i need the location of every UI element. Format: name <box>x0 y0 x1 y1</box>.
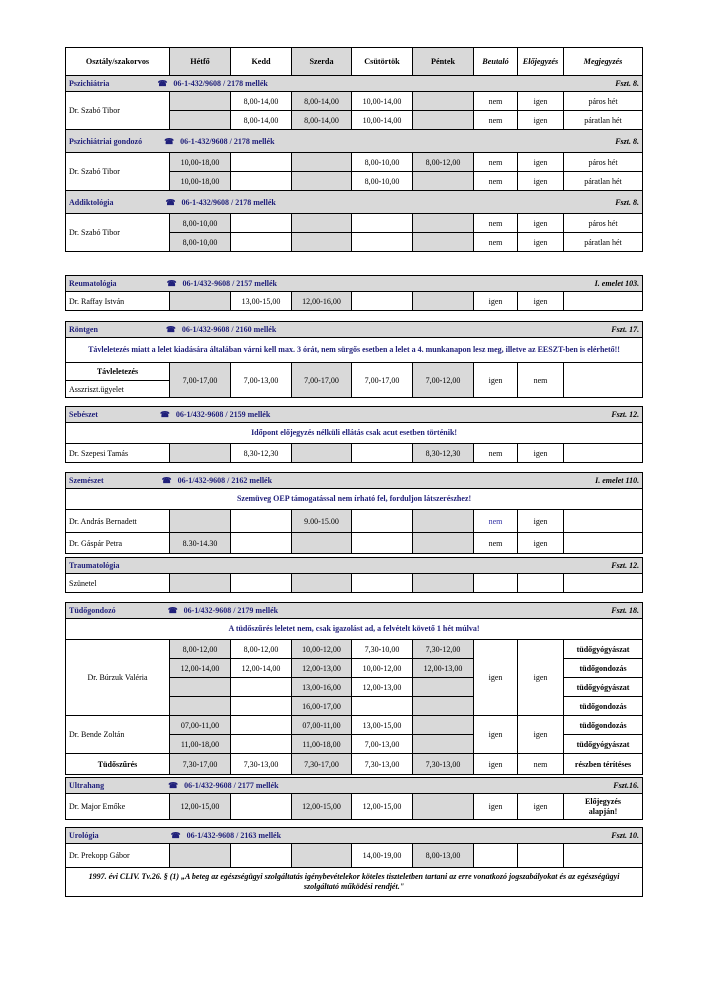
cell: 13,00-16,00 <box>292 678 352 697</box>
location: Fszt. 8. <box>615 79 639 88</box>
cell: 10,00-12,00 <box>292 640 352 659</box>
phone-number: 06-1/432-9608 / 2177 mellék <box>184 781 279 790</box>
cell: 10,00-12,00 <box>352 659 413 678</box>
phone-number: 06-1/432-9608 / 2162 mellék <box>177 476 273 485</box>
cell: igen <box>518 214 564 233</box>
cell <box>474 844 518 868</box>
cell <box>231 214 292 233</box>
cell: páratlan hét <box>564 233 643 252</box>
cell: igen <box>518 444 564 463</box>
cell <box>564 844 643 868</box>
cell: 7,30-10,00 <box>352 640 413 659</box>
section-name: Sebészet <box>69 410 98 419</box>
doctor-name: Dr. Szabó Tibor <box>66 214 170 252</box>
cell <box>170 697 231 716</box>
cell: 11,00-18,00 <box>170 735 231 754</box>
cell: 14,00-19,00 <box>352 844 413 868</box>
phone-icon: ☎ <box>159 410 170 419</box>
doctor-name: Dr. Bende Zoltán <box>66 716 170 754</box>
cell: 8.30-14.30 <box>170 533 231 554</box>
cell <box>292 533 352 554</box>
cell: 7,00-13,00 <box>231 363 292 398</box>
cell <box>413 172 474 191</box>
col-monday: Hétfő <box>170 48 231 76</box>
cell: igen <box>518 794 564 820</box>
cell <box>352 697 413 716</box>
cell: nem <box>474 510 518 533</box>
cell: 12,00-15,00 <box>292 794 352 820</box>
cell: 7,30-13,00 <box>231 754 292 775</box>
cell: igen <box>518 640 564 716</box>
location: I. emelet 110. <box>595 476 640 485</box>
xray-note: Távleletezés miatt a lelet kiadására általában várni kell max. 3 órát, nem sürgős esetben a lelet a 4. munkanapon lesz meg, illetve az EESZT-ben is elérhető!! <box>66 338 643 363</box>
table-rheumatology <box>65 275 643 311</box>
cell <box>352 510 413 533</box>
cell <box>413 510 474 533</box>
phone-number: 06-1/432-9608 / 2157 mellék <box>182 279 277 288</box>
phone-icon: ☎ <box>168 781 179 790</box>
doctor-name: Dr. Gáspár Petra <box>66 533 170 554</box>
cell: 8,00-14,00 <box>292 92 352 111</box>
phone-number: 06-1/432-9608 / 2159 mellék <box>175 410 271 419</box>
cell <box>564 533 643 554</box>
location: Fszt. 12. <box>611 561 640 570</box>
cell: 7,00-17,00 <box>170 363 231 398</box>
cell: 12,00-15,00 <box>352 794 413 820</box>
cell <box>231 697 292 716</box>
cell <box>518 574 564 593</box>
cell: igen <box>518 510 564 533</box>
cell: igen <box>474 292 518 311</box>
phone-icon: ☎ <box>167 606 178 615</box>
location: Fszt. 18. <box>611 606 640 615</box>
cell: igen <box>474 640 518 716</box>
cell <box>292 153 352 172</box>
doctor-name: Dr. Szabó Tibor <box>66 153 170 191</box>
cell: 8,00-10,00 <box>352 172 413 191</box>
cell: 7,30-12,00 <box>413 640 474 659</box>
table-ophthalmology <box>65 472 643 554</box>
cell: igen <box>474 363 518 398</box>
cell: igen <box>474 794 518 820</box>
table-pulmonology <box>65 602 643 775</box>
cell: 8,00-12,00 <box>170 640 231 659</box>
doctor-name: Dr. Prekopp Gábor <box>66 844 170 868</box>
location: Fszt. 10. <box>611 831 640 840</box>
phone-icon: ☎ <box>164 136 175 146</box>
cell: 12,00-15,00 <box>170 794 231 820</box>
cell: 12,00-14,00 <box>170 659 231 678</box>
location: Fszt.16. <box>613 781 640 790</box>
cell: páratlan hét <box>564 111 643 130</box>
cell: 9.00-15.00 <box>292 510 352 533</box>
cell: nem <box>474 214 518 233</box>
cell <box>518 844 564 868</box>
cell: 8,00-10,00 <box>352 153 413 172</box>
table-urology <box>65 827 643 897</box>
table-xray <box>65 321 643 398</box>
col-friday: Péntek <box>413 48 474 76</box>
cell <box>352 444 413 463</box>
phone-number: 06-1/432-9608 / 2179 mellék <box>183 606 279 615</box>
cell: nem <box>518 754 564 775</box>
cell: nem <box>474 172 518 191</box>
phone-number: 06-1/432-9608 / 2160 mellék <box>181 325 277 334</box>
cell <box>352 233 413 252</box>
cell: páros hét <box>564 92 643 111</box>
cell <box>413 794 474 820</box>
cell: 8,00-12,00 <box>231 640 292 659</box>
cell: nem <box>474 111 518 130</box>
col-referral: Beutaló <box>474 48 518 76</box>
cell <box>564 574 643 593</box>
section-name: Traumatológia <box>69 561 120 570</box>
cell: 7,00-17,00 <box>352 363 413 398</box>
cell: 7,30-17,00 <box>292 754 352 775</box>
cell <box>170 292 231 311</box>
cell <box>231 794 292 820</box>
location: Fszt. 8. <box>615 136 639 146</box>
cell <box>231 233 292 252</box>
cell: 8,00-14,00 <box>231 111 292 130</box>
assistant-duty-label: Asszriszt.ügyelet <box>66 381 170 398</box>
cell: tüdőgyógyászat <box>564 678 643 697</box>
table-surgery <box>65 406 643 463</box>
cell <box>564 444 643 463</box>
cell: tüdőgondozás <box>564 716 643 735</box>
cell: tüdőgondozás <box>564 659 643 678</box>
cell: páros hét <box>564 153 643 172</box>
cell <box>231 153 292 172</box>
cell: igen <box>518 716 564 754</box>
cell <box>170 92 231 111</box>
cell: 7,00-12,00 <box>413 363 474 398</box>
cell: 10,00-18,00 <box>170 172 231 191</box>
remark-line: alapján! <box>588 806 618 816</box>
cell <box>231 735 292 754</box>
cell: 8,30-12,30 <box>413 444 474 463</box>
cell <box>413 533 474 554</box>
cell: nem <box>474 153 518 172</box>
cell: tüdőgyógyászat <box>564 735 643 754</box>
cell: tüdőgyógyászat <box>564 640 643 659</box>
cell: nem <box>474 92 518 111</box>
cell <box>231 678 292 697</box>
cell <box>231 172 292 191</box>
location: Fszt. 17. <box>611 325 640 334</box>
phone-number: 06-1/432-9608 / 2163 mellék <box>186 831 282 840</box>
cell <box>170 844 231 868</box>
cell: 8,00-13,00 <box>413 844 474 868</box>
cell: igen <box>518 292 564 311</box>
cell: 7,00-13,00 <box>352 735 413 754</box>
cell <box>231 533 292 554</box>
section-name: Pszichiátria <box>69 79 110 88</box>
table-traumatology <box>65 557 643 593</box>
doctor-name: Dr. Búrzuk Valéria <box>66 640 170 716</box>
legal-footer: 1997. évi CLIV. Tv.26. § (1) „A beteg az egészségügyi szolgáltatás igénybevételekor köteles tiszteletben tartani az erre vonatkozó jogszabályokat és az egészségügyi szolgáltató működési rendjét." <box>66 868 643 897</box>
cell <box>352 292 413 311</box>
col-booking: Előjegyzés <box>518 48 564 76</box>
section-name: Röntgen <box>69 325 98 334</box>
screening-label: Tüdőszűrés <box>66 754 170 775</box>
cell: 07,00-11,00 <box>170 716 231 735</box>
cell: páratlan hét <box>564 172 643 191</box>
cell: igen <box>518 111 564 130</box>
surgery-note: Időpont előjegyzés nélküli ellátás csak acut esetben történik! <box>66 423 643 444</box>
cell <box>564 510 643 533</box>
cell: 12,00-13,00 <box>352 678 413 697</box>
section-name: Pszichiátriai gondozó <box>69 136 143 146</box>
cell: 13,00-15,00 <box>352 716 413 735</box>
cell: igen <box>474 716 518 754</box>
section-name: Tüdőgondozó <box>69 606 116 615</box>
table-ultrasound <box>65 777 643 820</box>
cell <box>292 172 352 191</box>
pulmonology-note: A tüdőszűrés leletet nem, csak igazolást ad, a felvételt követő 1 hét múlva! <box>66 619 643 640</box>
cell: nem <box>474 444 518 463</box>
cell: igen <box>474 754 518 775</box>
remark-line: Előjegyzés <box>585 796 622 806</box>
location: I. emelet 103. <box>594 279 640 288</box>
cell: 11,00-18,00 <box>292 735 352 754</box>
cell <box>170 111 231 130</box>
cell <box>474 574 518 593</box>
phone-number: 06-1-432/9608 / 2178 mellék <box>180 136 275 146</box>
cell <box>564 292 643 311</box>
doctor-name: Dr. Major Emőke <box>66 794 170 820</box>
cell <box>231 716 292 735</box>
cell: 10,00-14,00 <box>352 92 413 111</box>
cell <box>170 510 231 533</box>
cell: 10,00-18,00 <box>170 153 231 172</box>
cell <box>413 233 474 252</box>
doctor-name: Dr. Raffay István <box>66 292 170 311</box>
cell: nem <box>474 533 518 554</box>
cell: 7,30-13,00 <box>413 754 474 775</box>
cell <box>231 844 292 868</box>
section-name: Reumatológia <box>69 279 117 288</box>
cell <box>413 735 474 754</box>
cell: igen <box>518 92 564 111</box>
col-wednesday: Szerda <box>292 48 352 76</box>
col-thursday: Csütörtök <box>352 48 413 76</box>
cell <box>352 214 413 233</box>
cell <box>413 92 474 111</box>
doctor-name: Dr. András Bernadett <box>66 510 170 533</box>
cell <box>292 844 352 868</box>
cell <box>413 292 474 311</box>
cell: 7,30-17,00 <box>170 754 231 775</box>
cell <box>564 363 643 398</box>
col-tuesday: Kedd <box>231 48 292 76</box>
cell: 8,00-12,00 <box>413 153 474 172</box>
cell <box>413 716 474 735</box>
section-name: Ultrahang <box>69 781 105 790</box>
cell: 8,00-14,00 <box>231 92 292 111</box>
cell: 8,00-10,00 <box>170 233 231 252</box>
cell <box>170 678 231 697</box>
cell <box>352 533 413 554</box>
phone-icon: ☎ <box>170 831 181 840</box>
phone-icon: ☎ <box>165 325 176 334</box>
teleradiology-label: Távleletezés <box>66 363 170 381</box>
cell: 16,00-17,00 <box>292 697 352 716</box>
phone-icon: ☎ <box>161 476 172 485</box>
remark-cell <box>564 794 643 820</box>
cell: igen <box>518 233 564 252</box>
cell <box>413 214 474 233</box>
location: Fszt. 8. <box>615 197 639 207</box>
cell <box>292 214 352 233</box>
col-department: Osztály/szakorvos <box>66 48 170 76</box>
cell: nem <box>518 363 564 398</box>
phone-number: 06-1-432/9608 / 2178 mellék <box>181 197 276 207</box>
cell: 13,00-15,00 <box>231 292 292 311</box>
cell: páros hét <box>564 214 643 233</box>
phone-icon: ☎ <box>166 279 177 288</box>
cell: igen <box>518 172 564 191</box>
cell <box>170 444 231 463</box>
location: Fszt. 12. <box>611 410 640 419</box>
doctor-name: Dr. Szabó Tibor <box>66 92 170 130</box>
cell: 07,00-11,00 <box>292 716 352 735</box>
phone-icon: ☎ <box>157 79 168 88</box>
cell: 12,00-14,00 <box>231 659 292 678</box>
cell: 10,00-14,00 <box>352 111 413 130</box>
status-text: Szünetel <box>66 574 170 593</box>
cell: tüdőgondozás <box>564 697 643 716</box>
cell <box>292 444 352 463</box>
cell: 8,30-12,30 <box>231 444 292 463</box>
cell: 7,30-13,00 <box>352 754 413 775</box>
doctor-name: Dr. Szepesi Tamás <box>66 444 170 463</box>
cell: részben térítéses <box>564 754 643 775</box>
cell <box>413 574 474 593</box>
cell <box>413 678 474 697</box>
cell <box>231 510 292 533</box>
cell: 8,00-14,00 <box>292 111 352 130</box>
section-name: Szemészet <box>69 476 104 485</box>
section-psych-care <box>66 130 643 153</box>
cell: igen <box>518 153 564 172</box>
cell <box>292 574 352 593</box>
cell: igen <box>518 533 564 554</box>
cell: nem <box>474 233 518 252</box>
col-remark: Megjegyzés <box>564 48 643 76</box>
phone-number: 06-1-432/9608 / 2178 mellék <box>173 79 268 88</box>
cell <box>170 574 231 593</box>
section-name: Addiktológia <box>69 197 114 207</box>
cell <box>413 697 474 716</box>
section-name: Urológia <box>69 831 99 840</box>
cell <box>292 233 352 252</box>
cell <box>231 574 292 593</box>
phone-icon: ☎ <box>165 197 176 207</box>
cell <box>352 574 413 593</box>
section-psychiatry <box>66 76 643 92</box>
cell: 12,00-16,00 <box>292 292 352 311</box>
cell: 8,00-10,00 <box>170 214 231 233</box>
cell: 7,00-17,00 <box>292 363 352 398</box>
header-table <box>65 47 643 252</box>
cell <box>413 111 474 130</box>
section-addiction <box>66 191 643 214</box>
ophthalmology-note: Szemüveg OEP támogatással nem írható fel, forduljon látszerészhez! <box>66 489 643 510</box>
cell: 12,00-13,00 <box>413 659 474 678</box>
cell: 12,00-13,00 <box>292 659 352 678</box>
